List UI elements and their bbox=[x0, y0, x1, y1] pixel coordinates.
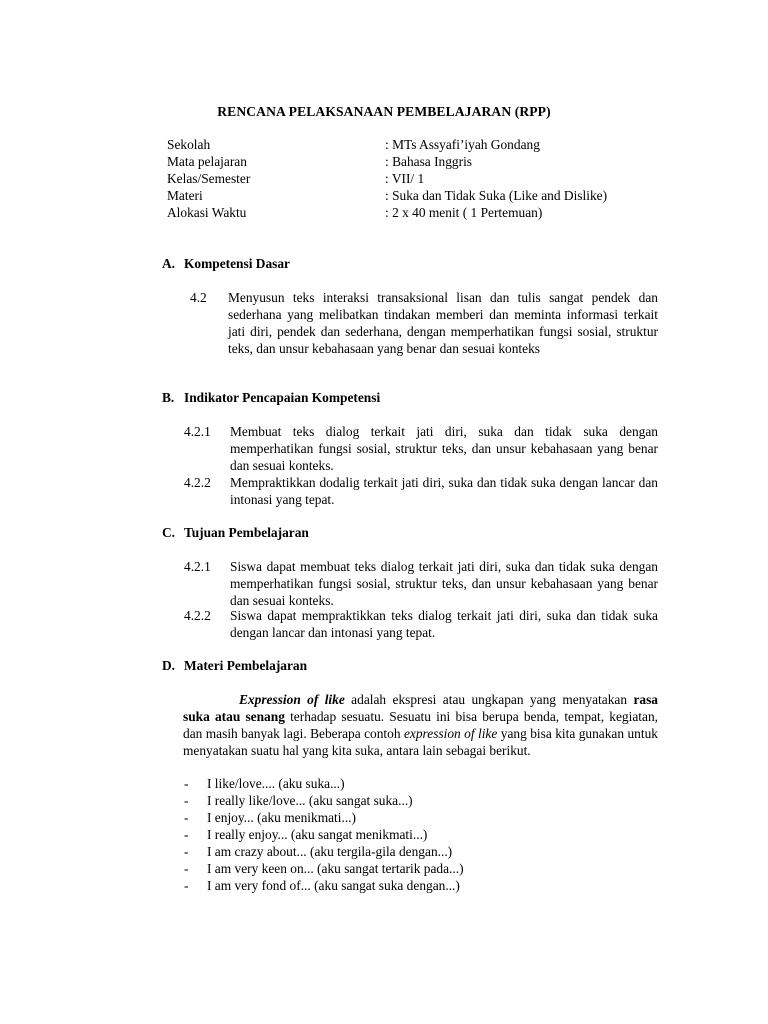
section-letter: A. bbox=[162, 256, 176, 271]
term-expression-of-like: Expression of like bbox=[239, 692, 345, 707]
paragraph-text: terhadap sesuatu. Sesuatu ini bisa berupa benda, tempat, kegiatan, dan masih banyak lagi. Beberapa contoh bbox=[183, 709, 658, 741]
list-dash: - bbox=[184, 776, 189, 791]
section-letter: C. bbox=[162, 525, 176, 540]
section-heading-b bbox=[162, 389, 380, 406]
info-value: : MTs Assyafi’iyah Gondang bbox=[385, 137, 540, 152]
list-dash: - bbox=[184, 861, 189, 876]
item-text: Membuat teks dialog terkait jati diri, suka dan tidak suka dengan memperhatikan fungsi sosial, struktur teks, dan unsur kebahasaan yang benar dan sesuai konteks. bbox=[230, 424, 658, 473]
section-letter: D. bbox=[162, 658, 176, 673]
paragraph-text: yang bisa kita gunakan untuk menyatakan suatu hal yang kita suka, antara lain sebagai berikut. bbox=[183, 726, 658, 758]
list-dash: - bbox=[184, 827, 189, 842]
info-key: Mata pelajaran bbox=[167, 154, 247, 169]
list-item-text: I really like/love... (aku sangat suka...) bbox=[207, 793, 413, 808]
item-number: 4.2.1 bbox=[184, 424, 211, 439]
info-value: : 2 x 40 menit ( 1 Pertemuan) bbox=[385, 205, 543, 220]
section-heading-c bbox=[162, 524, 309, 541]
section-title: Materi Pembelajaran bbox=[184, 658, 308, 673]
bold-phrase: rasa suka atau senang bbox=[183, 692, 658, 724]
section-heading-d bbox=[162, 657, 307, 674]
item-text: Mempraktikkan dodalig terkait jati diri, suka dan tidak suka dengan lancar dan intonasi yang tepat. bbox=[230, 475, 658, 507]
info-key: Kelas/Semester bbox=[167, 171, 251, 186]
info-key: Alokasi Waktu bbox=[167, 205, 247, 220]
document-title: RENCANA PELAKSANAAN PEMBELAJARAN (RPP) bbox=[217, 104, 551, 119]
item-number: 4.2 bbox=[190, 290, 207, 305]
item-text: Siswa dapat membuat teks dialog terkait jati diri, suka dan tidak suka dengan memperhatikan fungsi sosial, struktur teks, dan unsur kebahasaan yang benar dan sesuai konteks. bbox=[230, 559, 658, 608]
list-dash: - bbox=[184, 878, 189, 893]
list-dash: - bbox=[184, 810, 189, 825]
list-item-text: I really enjoy... (aku sangat menikmati...) bbox=[207, 827, 428, 842]
list-item-text: I am very fond of... (aku sangat suka dengan...) bbox=[207, 878, 460, 893]
item-number: 4.2.1 bbox=[184, 559, 211, 574]
item-number: 4.2.2 bbox=[184, 608, 211, 623]
info-key: Sekolah bbox=[167, 137, 211, 152]
list-dash: - bbox=[184, 844, 189, 859]
info-value: : VII/ 1 bbox=[385, 171, 425, 186]
list-item-text: I am very keen on... (aku sangat tertarik pada...) bbox=[207, 861, 464, 876]
section-title: Kompetensi Dasar bbox=[184, 256, 291, 271]
paragraph-text: adalah ekspresi atau ungkapan yang menyatakan bbox=[344, 692, 634, 707]
info-value: : Bahasa Inggris bbox=[385, 154, 473, 169]
item-number: 4.2.2 bbox=[184, 475, 211, 490]
info-value: : Suka dan Tidak Suka (Like and Dislike) bbox=[385, 188, 608, 203]
list-dash: - bbox=[184, 793, 189, 808]
list-item-text: I enjoy... (aku menikmati...) bbox=[207, 810, 356, 825]
info-key: Materi bbox=[167, 188, 203, 203]
list-item-text: I am crazy about... (aku tergila-gila dengan...) bbox=[207, 844, 453, 859]
item-text: Menyusun teks interaksi transaksional lisan dan tulis sangat pendek dan sederhana yang melibatkan tindakan memberi dan meminta informasi terkait jati diri, pendek dan sederhana, dengan memperhatikan fungsi sosial, struktur teks, dan unsur kebahasaan yang benar dan sesuai konteks bbox=[228, 290, 658, 356]
item-text: Siswa dapat mempraktikkan teks dialog terkait jati diri, suka dan tidak suka dengan lancar dan intonasi yang tepat. bbox=[230, 608, 658, 640]
section-heading-a bbox=[162, 255, 290, 272]
section-title: Indikator Pencapaian Kompetensi bbox=[184, 390, 381, 405]
term-expression-of-like-italic: expression of like bbox=[403, 726, 498, 741]
section-title: Tujuan Pembelajaran bbox=[184, 525, 309, 540]
materi-paragraph bbox=[183, 691, 658, 759]
list-item-text: I like/love.... (aku suka...) bbox=[207, 776, 345, 791]
section-letter: B. bbox=[162, 390, 175, 405]
